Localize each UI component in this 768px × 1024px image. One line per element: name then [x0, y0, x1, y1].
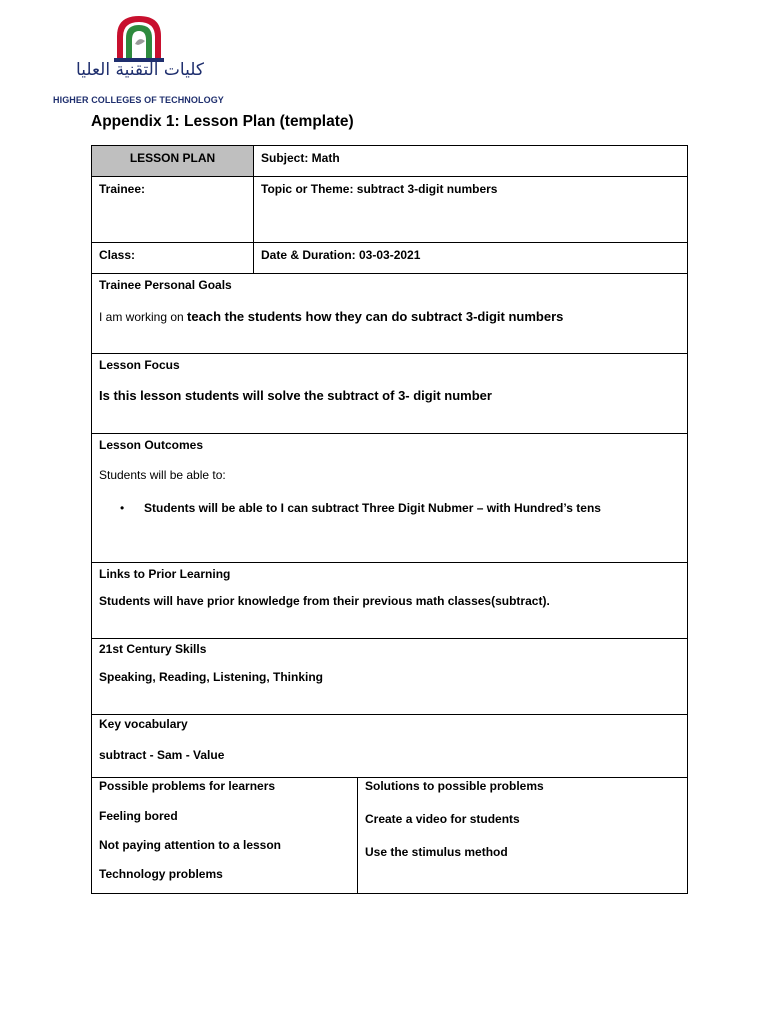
prior-learning-cell	[91, 562, 688, 639]
personal-goals-text	[99, 310, 563, 324]
lesson-plan-label: LESSON PLAN	[129, 151, 216, 165]
vocabulary-heading: Key vocabulary	[99, 717, 188, 731]
date-duration-text: Date & Duration: 03-03-2021	[261, 248, 421, 262]
personal-goals-cell	[91, 273, 688, 354]
lesson-outcomes-intro: Students will be able to:	[99, 468, 226, 482]
bullet-icon: •	[120, 501, 125, 515]
personal-goals-heading: Trainee Personal Goals	[99, 278, 232, 292]
lesson-outcome-item: Students will be able to I can subtract Three Digit Nubmer – with Hundred’s tens	[144, 501, 601, 515]
logo-arabic-text: كليات التقنية العليا	[76, 60, 204, 80]
solutions-heading: Solutions to possible problems	[365, 779, 544, 793]
subject-cell	[253, 145, 688, 177]
vocabulary-cell	[91, 714, 688, 778]
personal-goals-main: teach the students how they can do subtract 3-digit numbers	[187, 309, 564, 324]
solutions-cell	[357, 777, 688, 894]
vocabulary-text: subtract - Sam - Value	[99, 748, 225, 762]
skills-cell	[91, 638, 688, 715]
subject-text: Subject: Math	[261, 151, 340, 165]
problems-heading: Possible problems for learners	[99, 779, 276, 793]
skills-text: Speaking, Reading, Listening, Thinking	[99, 670, 324, 684]
problems-cell	[91, 777, 358, 894]
date-duration-cell	[253, 242, 688, 274]
class-cell	[91, 242, 254, 274]
problem-item: Feeling bored	[99, 809, 178, 823]
trainee-cell	[91, 176, 254, 243]
logo-english-text: HIGHER COLLEGES OF TECHNOLOGY	[53, 95, 224, 105]
prior-learning-text: Students will have prior knowledge from their previous math classes(subtract).	[99, 594, 550, 608]
page-title: Appendix 1: Lesson Plan (template)	[91, 113, 354, 130]
lesson-plan-label-cell	[91, 145, 254, 177]
solution-item: Use the stimulus method	[365, 845, 508, 859]
lesson-focus-cell	[91, 353, 688, 434]
trainee-label: Trainee:	[99, 182, 146, 196]
skills-heading: 21st Century Skills	[99, 642, 207, 656]
prior-learning-heading: Links to Prior Learning	[99, 567, 231, 581]
lesson-focus-heading: Lesson Focus	[99, 358, 180, 372]
solution-item: Create a video for students	[365, 812, 520, 826]
topic-text: Topic or Theme: subtract 3-digit numbers	[261, 182, 498, 196]
topic-cell	[253, 176, 688, 243]
problem-item: Not paying attention to a lesson	[99, 838, 282, 852]
personal-goals-prefix: I am working on	[99, 310, 188, 324]
lesson-outcomes-heading: Lesson Outcomes	[99, 438, 204, 452]
lesson-focus-text: Is this lesson students will solve the subtract of 3- digit number	[99, 388, 492, 403]
problem-item: Technology problems	[99, 867, 223, 881]
lesson-outcomes-cell	[91, 433, 688, 563]
hct-emblem-icon	[114, 14, 164, 62]
hct-logo	[52, 14, 232, 105]
class-label: Class:	[99, 248, 136, 262]
